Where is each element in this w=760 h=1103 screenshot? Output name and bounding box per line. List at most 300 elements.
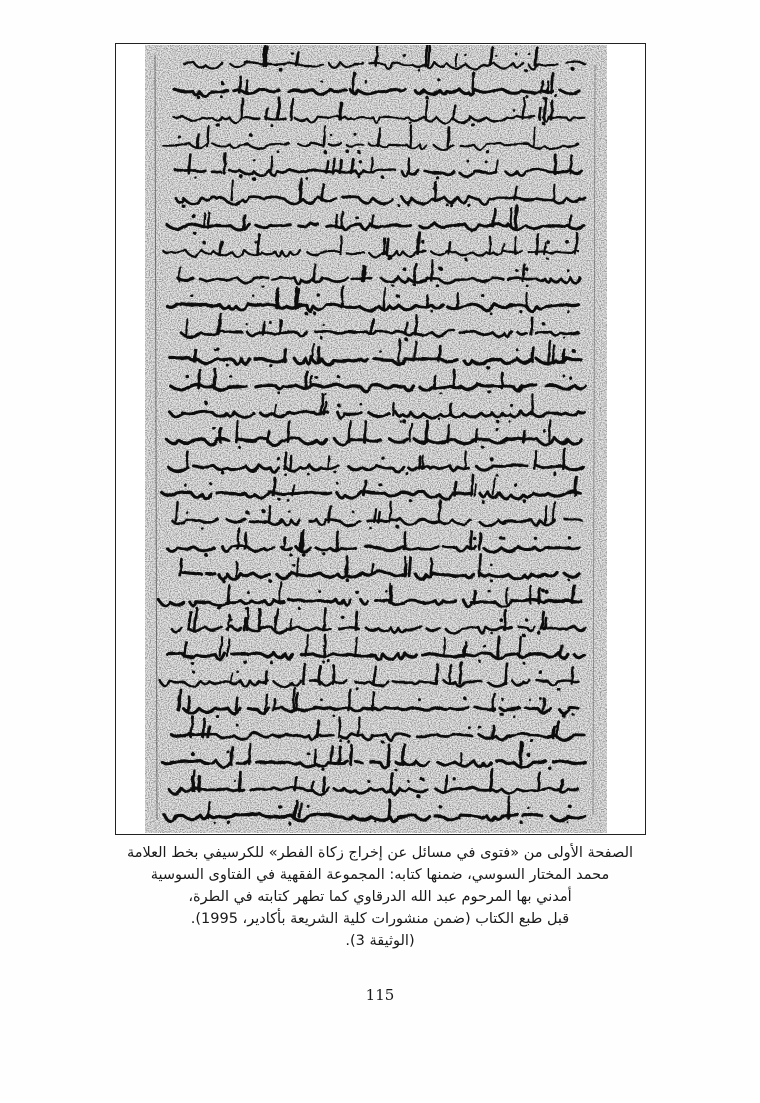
manuscript-letter-stroke	[562, 448, 564, 468]
manuscript-dot	[384, 589, 387, 592]
manuscript-letter-stroke	[534, 451, 536, 468]
caption-line-4: قبل طبع الكتاب (ضمن منشورات كلية الشريعة بأكادير، 1995).	[190, 911, 570, 927]
manuscript-letter-stroke	[257, 234, 259, 254]
manuscript-dot	[467, 725, 470, 728]
manuscript-dot	[567, 578, 569, 580]
manuscript-letter-stroke	[207, 726, 209, 737]
manuscript-dot	[337, 375, 340, 378]
manuscript-dot	[521, 661, 524, 664]
manuscript-dot	[192, 671, 195, 674]
manuscript-letter-stroke	[388, 800, 390, 817]
manuscript-dot	[320, 79, 323, 82]
manuscript-dot	[524, 68, 527, 71]
manuscript-letter-stroke	[560, 645, 562, 656]
manuscript-letter-stroke	[572, 585, 574, 603]
manuscript-dot	[321, 322, 324, 325]
manuscript-dot	[435, 175, 439, 179]
manuscript-dot	[181, 203, 185, 207]
manuscript-dot	[215, 123, 219, 127]
manuscript-dot	[526, 806, 529, 809]
manuscript-letter-stroke	[571, 666, 573, 682]
manuscript-letter-stroke	[556, 721, 558, 737]
manuscript-dot	[183, 642, 185, 644]
manuscript-dot	[355, 687, 358, 690]
manuscript-dot	[401, 418, 405, 422]
manuscript-dot	[524, 618, 527, 621]
manuscript-dot	[541, 321, 545, 325]
manuscript-dot	[477, 659, 480, 662]
manuscript-dot	[438, 804, 442, 808]
manuscript-dot	[208, 482, 211, 485]
manuscript-letter-stroke	[207, 212, 209, 226]
manuscript-dot	[288, 821, 291, 824]
manuscript-dot	[312, 311, 315, 314]
manuscript-dot	[415, 793, 419, 797]
manuscript-dot	[485, 365, 489, 369]
manuscript-dot	[563, 336, 566, 339]
manuscript-dot	[498, 617, 502, 621]
manuscript-letter-stroke	[268, 506, 270, 522]
manuscript-dot	[490, 563, 493, 566]
manuscript-letter-stroke	[339, 102, 341, 119]
manuscript-letter-stroke	[473, 590, 475, 602]
manuscript-letter-stroke	[478, 533, 480, 549]
manuscript-letter-stroke	[574, 476, 576, 494]
manuscript-dot	[253, 159, 256, 162]
manuscript-letter-stroke	[244, 533, 246, 548]
manuscript-letter-stroke	[305, 371, 307, 387]
manuscript-letter-stroke	[178, 689, 180, 710]
manuscript-dot	[405, 472, 408, 475]
manuscript-dot	[566, 309, 569, 312]
manuscript-letter-stroke	[326, 160, 328, 172]
manuscript-letter-stroke	[370, 157, 372, 172]
manuscript-letter-stroke	[520, 742, 522, 763]
manuscript-dot	[494, 53, 496, 55]
manuscript-letter-stroke	[550, 101, 552, 119]
manuscript-dot	[229, 375, 232, 378]
manuscript-letter-stroke	[323, 125, 325, 146]
manuscript-letter-stroke	[410, 423, 412, 441]
manuscript-dot	[511, 108, 514, 111]
manuscript-dot	[297, 606, 300, 609]
manuscript-dot	[322, 149, 326, 153]
manuscript-letter-stroke	[340, 211, 342, 226]
manuscript-dot	[225, 749, 228, 752]
manuscript-dot	[444, 202, 447, 205]
manuscript-dot	[397, 203, 400, 206]
manuscript-letter-stroke	[348, 420, 350, 441]
manuscript-letter-stroke	[341, 285, 343, 306]
manuscript-dot	[192, 230, 195, 233]
manuscript-dot	[500, 697, 503, 700]
manuscript-dot	[185, 374, 189, 378]
manuscript-dot	[314, 375, 318, 379]
manuscript-dot	[525, 95, 528, 98]
manuscript-letter-stroke	[522, 263, 524, 280]
manuscript-dot	[525, 752, 529, 756]
manuscript-dot	[253, 240, 256, 243]
manuscript-letter-stroke	[504, 610, 506, 629]
manuscript-dot	[404, 337, 408, 341]
manuscript-dot	[393, 792, 396, 795]
manuscript-dot	[570, 67, 574, 71]
manuscript-letter-stroke	[338, 747, 340, 764]
manuscript-letter-stroke	[472, 72, 474, 92]
manuscript-dot	[406, 779, 409, 782]
manuscript-dot	[233, 779, 235, 781]
manuscript-letter-stroke	[531, 347, 533, 360]
manuscript-dot	[386, 256, 389, 259]
manuscript-letter-stroke	[377, 127, 379, 145]
manuscript-letter-stroke	[377, 511, 379, 521]
manuscript-dot	[307, 473, 310, 476]
manuscript-dot	[204, 553, 208, 557]
manuscript-dot	[464, 258, 467, 261]
manuscript-letter-stroke	[290, 98, 292, 119]
manuscript-dot	[245, 322, 248, 325]
manuscript-letter-stroke	[560, 779, 562, 790]
manuscript-dot	[290, 51, 293, 54]
manuscript-dot	[420, 239, 423, 242]
manuscript-letter-stroke	[425, 100, 427, 119]
manuscript-dot	[329, 133, 331, 135]
manuscript-letter-stroke	[529, 586, 531, 602]
manuscript-letter-stroke	[402, 744, 404, 764]
manuscript-dot	[249, 133, 253, 137]
manuscript-dot	[394, 768, 397, 771]
manuscript-dot	[275, 456, 279, 460]
manuscript-letter-stroke	[547, 340, 549, 361]
manuscript-dot	[380, 455, 384, 459]
manuscript-dot	[480, 499, 483, 502]
manuscript-dot	[334, 471, 337, 474]
manuscript-dot	[304, 311, 308, 315]
manuscript-dot	[332, 714, 335, 717]
manuscript-dot	[219, 80, 223, 84]
manuscript-dot	[437, 78, 440, 81]
manuscript-letter-stroke	[258, 609, 260, 629]
manuscript-dot	[320, 698, 323, 701]
manuscript-dot	[524, 266, 528, 270]
manuscript-letter-stroke	[470, 474, 472, 495]
manuscript-dot	[432, 187, 434, 189]
manuscript-letter-stroke	[523, 98, 525, 119]
manuscript-letter-stroke	[293, 688, 295, 710]
manuscript-dot	[183, 482, 186, 485]
manuscript-dot	[306, 751, 309, 754]
manuscript-dot	[245, 510, 249, 514]
manuscript-dot	[369, 526, 372, 529]
manuscript-letter-stroke	[296, 693, 298, 710]
manuscript-letter-stroke	[459, 661, 461, 683]
manuscript-dot	[554, 94, 557, 97]
manuscript-dot	[538, 670, 542, 674]
manuscript-letter-stroke	[403, 532, 405, 548]
manuscript-letter-stroke	[501, 373, 503, 387]
manuscript-letter-stroke	[453, 370, 455, 388]
manuscript-dot	[544, 589, 548, 593]
manuscript-dot	[406, 202, 409, 205]
manuscript-letter-stroke	[383, 287, 385, 307]
manuscript-dot	[411, 282, 414, 285]
manuscript-dot	[489, 311, 492, 314]
manuscript-dot	[485, 150, 489, 154]
manuscript-dot	[501, 535, 505, 539]
manuscript-letter-stroke	[448, 241, 450, 253]
manuscript-letter-stroke	[418, 456, 420, 468]
manuscript-dot	[507, 419, 510, 422]
manuscript-letter-stroke	[336, 532, 338, 549]
manuscript-letter-stroke	[198, 777, 200, 791]
manuscript-dot	[196, 95, 200, 99]
manuscript-letter-stroke	[301, 529, 303, 548]
manuscript-letter-stroke	[544, 505, 546, 521]
manuscript-letter-stroke	[476, 430, 478, 442]
manuscript-dot	[239, 174, 243, 178]
manuscript-dot	[528, 698, 530, 700]
manuscript-dot	[416, 68, 419, 71]
manuscript-dot	[269, 660, 272, 663]
manuscript-dot	[321, 659, 324, 662]
manuscript-letter-stroke	[433, 375, 435, 388]
manuscript-dot	[189, 294, 192, 297]
manuscript-letter-stroke	[374, 508, 376, 521]
manuscript-letter-stroke	[196, 134, 198, 146]
manuscript-letter-stroke	[246, 608, 248, 629]
manuscript-image	[145, 45, 607, 833]
manuscript-dot	[287, 509, 290, 512]
manuscript-dot	[541, 588, 545, 592]
manuscript-letter-stroke	[296, 52, 298, 66]
manuscript-dot	[436, 284, 440, 288]
manuscript-letter-stroke	[321, 394, 323, 414]
manuscript-dot	[462, 695, 466, 699]
manuscript-letter-stroke	[456, 294, 458, 307]
manuscript-dot	[395, 524, 399, 528]
manuscript-dot	[278, 805, 282, 809]
manuscript-letter-stroke	[542, 699, 544, 710]
manuscript-dot	[215, 714, 218, 717]
manuscript-letter-stroke	[273, 478, 275, 495]
manuscript-letter-stroke	[434, 182, 436, 200]
manuscript-dot	[470, 229, 473, 232]
manuscript-letter-stroke	[277, 289, 279, 307]
manuscript-dot	[395, 293, 399, 297]
manuscript-letter-stroke	[409, 558, 411, 576]
manuscript-dot	[220, 95, 223, 98]
manuscript-letter-stroke	[386, 238, 388, 253]
manuscript-dot	[347, 740, 350, 743]
manuscript-dot	[321, 767, 324, 770]
manuscript-dot	[201, 240, 205, 244]
manuscript-letter-stroke	[535, 47, 537, 65]
manuscript-dot	[221, 579, 224, 582]
manuscript-letter-stroke	[266, 108, 268, 119]
manuscript-dot	[242, 659, 246, 663]
manuscript-dot	[439, 392, 442, 395]
manuscript-letter-stroke	[562, 349, 564, 360]
manuscript-letter-stroke	[449, 664, 451, 683]
manuscript-dot	[449, 203, 452, 206]
manuscript-dot	[453, 777, 456, 780]
manuscript-letter-stroke	[284, 452, 286, 468]
manuscript-letter-stroke	[492, 693, 494, 710]
manuscript-letter-stroke	[530, 317, 532, 333]
manuscript-dot	[200, 527, 203, 530]
manuscript-dot	[291, 562, 294, 565]
manuscript-dot	[495, 427, 499, 431]
manuscript-dot	[373, 820, 375, 822]
manuscript-dot	[548, 766, 552, 770]
manuscript-letter-stroke	[431, 260, 433, 280]
manuscript-dot	[323, 392, 326, 395]
manuscript-letter-stroke	[514, 186, 516, 199]
manuscript-letter-stroke	[213, 369, 215, 387]
manuscript-dot	[514, 51, 517, 54]
manuscript-letter-stroke	[339, 160, 341, 173]
manuscript-dot	[287, 427, 290, 430]
manuscript-dot	[545, 257, 548, 260]
manuscript-dot	[367, 779, 370, 782]
manuscript-dot	[515, 348, 518, 351]
manuscript-letter-stroke	[410, 125, 412, 145]
manuscript-letter-stroke	[351, 158, 353, 172]
manuscript-dot	[419, 776, 422, 779]
manuscript-letter-stroke	[190, 716, 192, 737]
manuscript-letter-stroke	[449, 403, 451, 414]
manuscript-letter-stroke	[243, 214, 245, 226]
manuscript-dot	[480, 445, 483, 448]
manuscript-dot	[566, 268, 569, 271]
manuscript-letter-stroke	[478, 553, 480, 575]
manuscript-dot	[286, 498, 289, 501]
manuscript-dot	[480, 293, 483, 296]
manuscript-dot	[556, 686, 560, 690]
manuscript-dot	[514, 268, 517, 271]
manuscript-letter-stroke	[387, 744, 389, 763]
manuscript-letter-stroke	[414, 263, 416, 280]
manuscript-dot	[345, 577, 349, 581]
manuscript-letter-stroke	[237, 528, 239, 549]
manuscript-letter-stroke	[344, 564, 346, 575]
manuscript-letter-stroke	[218, 313, 220, 333]
manuscript-dot	[499, 712, 503, 716]
manuscript-letter-stroke	[186, 452, 188, 468]
manuscript-dot	[364, 80, 367, 83]
manuscript-dot	[472, 536, 475, 539]
manuscript-letter-stroke	[339, 236, 341, 253]
manuscript-letter-stroke	[332, 665, 334, 682]
manuscript-letter-stroke	[538, 772, 540, 790]
manuscript-dot	[527, 52, 530, 55]
manuscript-dot	[567, 536, 570, 539]
manuscript-dot	[541, 120, 545, 124]
manuscript-letter-stroke	[428, 45, 430, 65]
manuscript-dot	[391, 283, 394, 286]
manuscript-dot	[378, 482, 382, 486]
manuscript-dot	[438, 266, 442, 270]
manuscript-letter-stroke	[220, 241, 222, 253]
manuscript-dot	[570, 712, 573, 715]
manuscript-dot	[235, 723, 238, 726]
manuscript-letter-stroke	[202, 213, 204, 227]
manuscript-dot	[226, 819, 230, 823]
manuscript-letter-stroke	[321, 184, 323, 200]
manuscript-letter-stroke	[506, 588, 508, 602]
manuscript-dot	[220, 470, 224, 474]
manuscript-letter-stroke	[570, 155, 572, 173]
manuscript-dot	[546, 240, 550, 244]
manuscript-dot	[316, 293, 320, 297]
manuscript-dot	[363, 428, 366, 431]
manuscript-letter-stroke	[338, 718, 340, 737]
manuscript-letter-stroke	[405, 322, 407, 334]
manuscript-letter-stroke	[302, 663, 304, 683]
manuscript-dot	[571, 348, 575, 352]
manuscript-dot	[569, 376, 572, 379]
manuscript-letter-stroke	[355, 612, 357, 629]
manuscript-letter-stroke	[324, 401, 326, 414]
manuscript-letter-stroke	[239, 76, 241, 92]
manuscript-letter-stroke	[518, 636, 520, 656]
manuscript-dot	[322, 643, 325, 646]
manuscript-dot	[380, 740, 383, 743]
manuscript-letter-stroke	[187, 697, 189, 710]
manuscript-letter-stroke	[185, 319, 187, 334]
manuscript-letter-stroke	[335, 215, 337, 227]
manuscript-letter-stroke	[289, 455, 291, 468]
manuscript-letter-stroke	[202, 718, 204, 736]
manuscript-letter-stroke	[454, 482, 456, 495]
manuscript-letter-stroke	[350, 745, 352, 763]
manuscript-letter-stroke	[361, 265, 363, 280]
manuscript-letter-stroke	[426, 296, 428, 307]
manuscript-dot	[495, 419, 498, 422]
manuscript-letter-stroke	[273, 698, 275, 709]
manuscript-letter-stroke	[278, 98, 280, 119]
manuscript-letter-stroke	[388, 583, 390, 602]
manuscript-letter-stroke	[375, 47, 377, 66]
caption-line-1: الصفحة الأولى من «فتوى في مسائل عن إخراج زكاة الفطر» للكرسيفي بخط العلامة	[126, 845, 634, 861]
manuscript-letter-stroke	[311, 780, 313, 790]
manuscript-letter-stroke	[175, 501, 177, 521]
manuscript-letter-stroke	[536, 234, 538, 253]
manuscript-dot	[463, 53, 466, 56]
manuscript-letter-stroke	[438, 346, 440, 361]
manuscript-letter-stroke	[435, 664, 437, 683]
manuscript-letter-stroke	[539, 108, 541, 119]
manuscript-dot	[378, 349, 381, 352]
manuscript-letter-stroke	[417, 232, 419, 253]
manuscript-letter-stroke	[295, 777, 297, 790]
manuscript-letter-stroke	[207, 801, 209, 817]
manuscript-letter-stroke	[284, 349, 286, 360]
manuscript-letter-stroke	[389, 502, 391, 522]
manuscript-letter-stroke	[414, 341, 416, 361]
manuscript-letter-stroke	[316, 720, 318, 736]
manuscript-dot	[567, 803, 571, 807]
manuscript-dot	[357, 150, 360, 153]
manuscript-dot	[277, 150, 280, 153]
manuscript-letter-stroke	[319, 666, 321, 683]
manuscript-letter-stroke	[235, 421, 237, 441]
manuscript-letter-stroke	[430, 559, 432, 576]
manuscript-dot	[424, 95, 427, 98]
manuscript-dot	[352, 510, 354, 512]
manuscript-dot	[354, 215, 357, 218]
manuscript-dot	[554, 724, 557, 727]
